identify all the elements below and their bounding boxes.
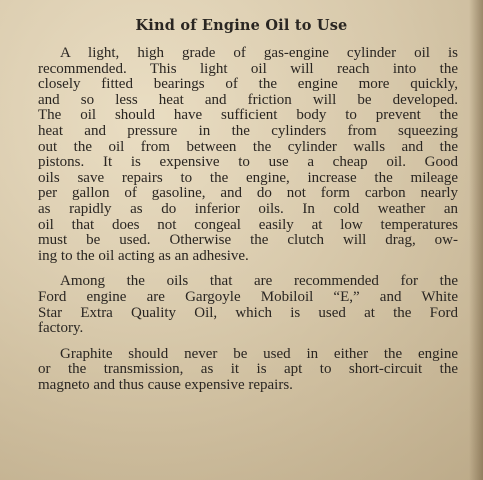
paragraph-2 [38,274,458,336]
text-line: factory. [38,320,84,337]
text-line: heat and pressure in the cylinders from squeezing [38,122,458,139]
text-line: out the oil from between the cylinder walls and the [38,138,458,155]
text-line: Star Extra Quality Oil, which is used at the Ford [38,304,458,321]
text-line: recommended. This light oil will reach into the [38,60,458,77]
page-edge-shadow [469,0,483,480]
text-line: Ford engine are Gargoyle Mobiloil “E,” and White [38,288,458,305]
text-line: Graphite should never be used in either the engine [60,345,458,362]
text-line: must be used. Otherwise the clutch will drag, ow- [38,232,458,249]
text-line: as rapidly as do inferior oils. In cold weather an [38,200,458,217]
text-line: oils save repairs to the engine, increase the mileage [38,169,458,186]
section-title: Kind of Engine Oil to Use [135,17,348,34]
text-line: The oil should have sufficient body to prevent the [38,107,458,124]
paragraph-1 [38,46,458,264]
section-body [38,46,458,403]
paragraph-3 [38,347,458,394]
text-line: or the transmission, as it is apt to short-circuit the [38,361,458,378]
text-line: magneto and thus cause expensive repairs. [38,376,293,393]
text-line: closely fitted bearings of the engine more quickly, [38,76,458,93]
text-line: ing to the oil acting as an adhesive. [38,247,249,264]
text-line: Among the oils that are recommended for the [60,273,458,290]
text-line: oil that does not congeal easily at low temperatures [38,216,458,233]
text-line: pistons. It is expensive to use a cheap oil. Good [38,154,458,171]
text-line: and so less heat and friction will be developed. [38,91,458,108]
text-line: A light, high grade of gas-engine cylinder oil is [60,45,458,61]
text-line: per gallon of gasoline, and do not form carbon nearly [38,185,458,202]
